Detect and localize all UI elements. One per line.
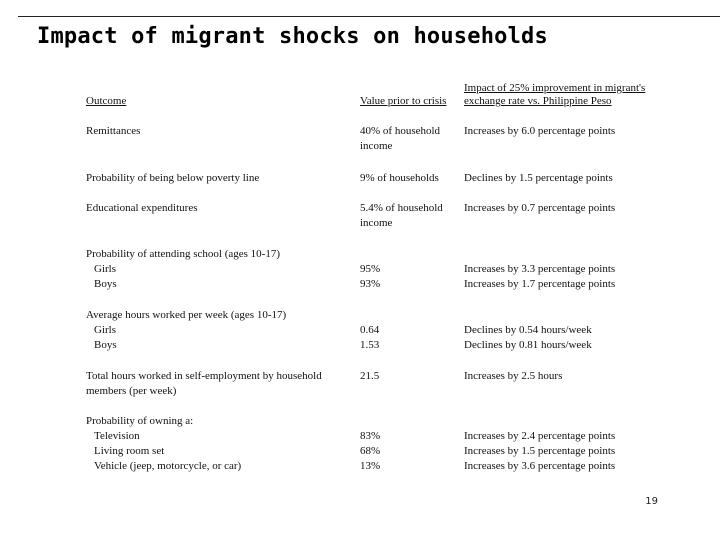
- prior-value-cell: 93%: [360, 278, 381, 290]
- prior-value-cell: 95%: [360, 263, 381, 275]
- prior-value-cell: 68%: [360, 445, 381, 457]
- page-number: 19: [645, 496, 658, 507]
- impact-cell: Increases by 3.3 percentage points: [464, 263, 616, 275]
- outcome-cell: Remittances: [86, 125, 141, 137]
- outcome-cell: Average hours worked per week (ages 10-17): [86, 309, 287, 321]
- top-rule: [18, 16, 720, 17]
- header-impact-line1: Impact of 25% improvement in migrant's: [464, 82, 646, 94]
- impact-cell: Increases by 1.7 percentage points: [464, 278, 616, 290]
- outcome-cell: Educational expenditures: [86, 202, 198, 214]
- impact-cell: Declines by 0.81 hours/week: [464, 339, 592, 351]
- subgroup-label: Girls: [94, 263, 116, 275]
- outcomes-table: [86, 78, 666, 472]
- impact-cell: Declines by 0.54 hours/week: [464, 324, 592, 336]
- impact-cell: Increases by 0.7 percentage points: [464, 202, 616, 214]
- prior-value-cell: 13%: [360, 460, 381, 472]
- impact-cell: Declines by 1.5 percentage points: [464, 172, 613, 184]
- prior-value-cell: 40% of household income: [360, 125, 441, 153]
- header-impact: [464, 82, 645, 108]
- header-outcome: Outcome: [86, 95, 127, 107]
- subgroup-label: Television: [94, 430, 140, 442]
- prior-value-cell: 9% of households: [360, 172, 439, 184]
- impact-cell: Increases by 3.6 percentage points: [464, 460, 616, 472]
- outcome-cell: Probability of being below poverty line: [86, 172, 260, 184]
- impact-cell: Increases by 1.5 percentage points: [464, 445, 616, 457]
- prior-value-cell: 5.4% of household income: [360, 202, 443, 230]
- outcome-cell: Probability of owning a:: [86, 415, 194, 427]
- slide-title: Impact of migrant shocks on households: [37, 24, 548, 49]
- header-prior-value: Value prior to crisis: [360, 95, 447, 107]
- subgroup-label: Living room set: [94, 445, 165, 457]
- impact-cell: Increases by 2.4 percentage points: [464, 430, 616, 442]
- subgroup-label: Boys: [94, 278, 117, 290]
- subgroup-label: Girls: [94, 324, 116, 336]
- header-impact-line2: exchange rate vs. Philippine Peso: [464, 95, 612, 107]
- prior-value-cell: 21.5: [360, 370, 380, 382]
- subgroup-label: Boys: [94, 339, 117, 351]
- outcome-cell: Probability of attending school (ages 10-17): [86, 248, 280, 260]
- subgroup-label: Vehicle (jeep, motorcycle, or car): [94, 460, 242, 472]
- prior-value-cell: 1.53: [360, 339, 380, 351]
- impact-cell: Increases by 6.0 percentage points: [464, 125, 616, 137]
- outcome-cell: Total hours worked in self-employment by household members (per week): [86, 370, 322, 398]
- prior-value-cell: 83%: [360, 430, 381, 442]
- table-header: [86, 78, 666, 108]
- impact-cell: Increases by 2.5 hours: [464, 370, 563, 382]
- prior-value-cell: 0.64: [360, 324, 380, 336]
